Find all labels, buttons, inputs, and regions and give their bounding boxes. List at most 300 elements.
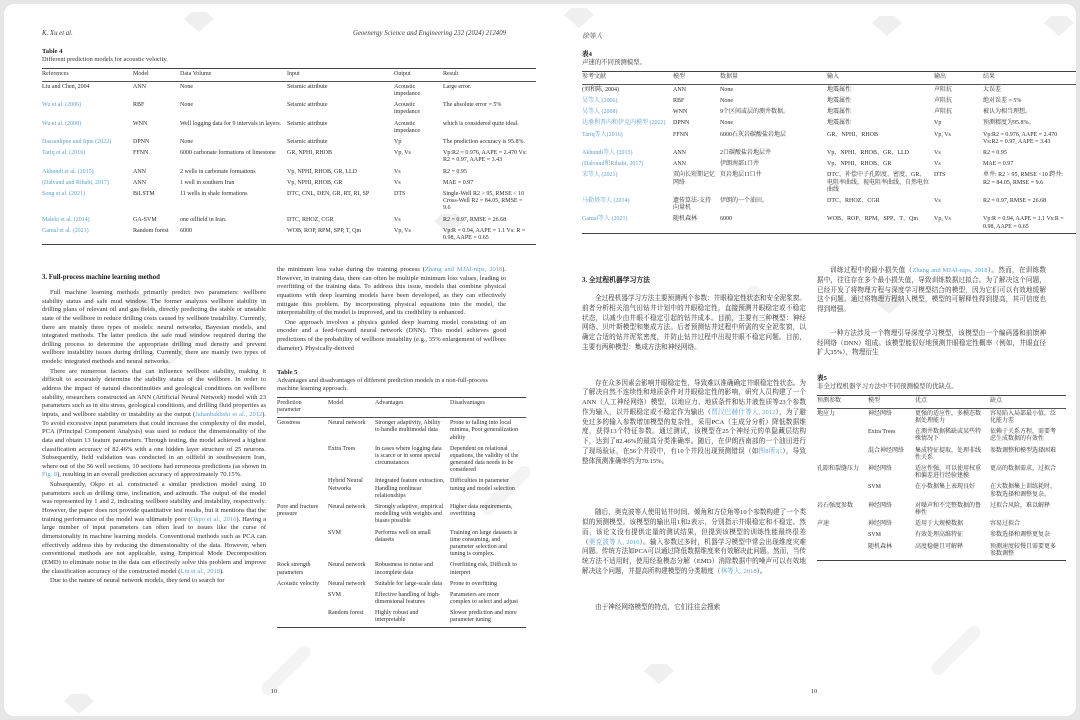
reference-link-cell[interactable]: Wu et al. (2006) [42,102,82,109]
result-cell: MAE = 0.97 [443,179,474,186]
parameter-cell: Acoustic velocity [277,580,320,587]
reference-link-cell[interactable]: 吴等人 (2006) [582,98,618,105]
output-cell: Vp [394,139,402,145]
parameter-cell: Rock strength parameters [277,562,311,576]
table-row [277,502,526,528]
reference-cell: Liu and Chen, 2004 [42,83,90,90]
table4-label: 表4 [582,51,592,58]
table-row [277,579,526,590]
table-row [817,542,1066,560]
output-cell: Vs [394,168,401,175]
table4-header-cell: 数据量 [720,72,827,85]
reference-link-cell[interactable]: 马勒基等人 (2014) [582,197,630,204]
table4-header-cell: 输入 [827,72,934,85]
result-cell: Vp:R2 = 0.976, AAPE = 2.470 Vs:R2 = 0.97, AAPE = 3.43 [983,131,1058,145]
table5-header-cell: 缺点 [990,396,1066,409]
advantages-cell: In cases where logging data is scarce or in some special circumstances [375,445,442,467]
data-volume-cell: 伊朗的一个油田。 [720,197,769,204]
result-cell: R2 = 0.97, RMSE = 26.68 [443,216,507,223]
disadvantages-cell: 预测速度较慢且需要更多参数调整 [990,543,1057,557]
result-cell: R2 = 0.97, RMSE = 26.68 [983,197,1047,204]
disadvantages-cell: 容易过拟合 [990,521,1021,528]
input-cell: Vp、NPHI、RHOB、GR、LLD [827,150,910,156]
table-row [277,444,526,477]
table5-header-cell: Prediction parameter [277,398,328,418]
input-cell: 地震属性 [827,98,852,105]
data-volume-cell: 页岩地层11口井 [720,172,762,179]
text-column-left [582,274,806,613]
input-cell: DTC, RHOZ, CGR [287,216,334,223]
advantages-cell: Performs well on small datasets [375,529,431,543]
citation-link[interactable]: Fig. 8 [42,471,58,479]
output-cell: Vp, Vs [394,150,411,157]
model-cell: WNN [133,120,148,127]
output-cell: Vp, Vs [934,216,951,223]
advantages-cell: Effective handling of high-dimensional features [375,591,441,606]
model-cell: FFNN [673,131,689,138]
table-row [277,528,526,561]
parameter-cell: Geostress [277,420,301,427]
data-volume-cell: None [720,120,733,127]
table4-header-cell: 结果 [983,72,1076,85]
table4-header-cell: Model [133,69,180,82]
result-cell: which is considered quite ideal. [443,120,519,127]
data-volume-cell: 6000石灰岩碳酸盐岩地层 [720,131,787,138]
disadvantages-cell: Parameters are more complex to select and adjust [450,591,518,606]
disadvantages-cell: Dependent on relational equations, the validity of the generated data needs to be considered [450,445,519,474]
table-row [817,501,1066,519]
table-row [582,170,1076,196]
model-cell: SVM [868,484,882,491]
result-cell: R2 = 0.95 [983,150,1007,156]
parameter-cell: Pore and fracture pressure [277,504,319,518]
table-row [42,119,536,137]
table4-caption: Different prediction models for acoustic velocity. [42,56,168,63]
reference-link-cell[interactable]: 宋等人 (2021) [582,172,618,179]
parameter-cell [277,590,328,608]
model-cell: ANN [133,179,146,186]
disadvantages-cell: Higher data requirements, overfitting [450,504,513,518]
text-column-right [817,266,1057,561]
table-row [42,148,536,166]
output-cell: Vp, Vs [934,131,951,138]
citation-link[interactable]: Lin et al., 2018 [180,567,220,575]
reference-link-cell[interactable]: Maleki et al. (2014) [42,216,90,223]
reference-link-cell[interactable]: Akhundi等人 (2015) [582,150,633,156]
advantages-cell: Robustness to noise and incomplete data [375,562,433,576]
reference-link-cell[interactable]: 达桑利普内和伊克内模型 (2022) [582,120,666,127]
model-cell: ANN [673,150,686,156]
section-heading: 3. Full-process machine learning method [42,274,160,281]
reference-link-cell[interactable]: Wu et al. (2008) [42,120,82,127]
data-volume-cell: 伊朗南部1口井 [720,161,760,168]
page-header [42,30,506,37]
parameter-cell: 声速 [817,521,830,528]
input-cell: Vp、NPHI、RHOB、GR [827,161,892,168]
advantages-cell: 适用于大规模数据 [915,521,964,528]
model-cell: SVM [328,591,342,598]
table5-header-row [277,398,526,418]
section-heading: 3. 全过程机器学习方法 [582,277,650,284]
output-cell: Vs [394,179,401,186]
page-number: 10 [270,688,278,695]
table4-header-row [582,72,1076,85]
table-row [42,189,536,215]
parameter-cell: 地应力 [817,410,836,417]
page-chinese [544,4,1076,716]
model-cell: DPNN [673,120,690,127]
model-cell: RBF [133,102,145,109]
paragraph: 存在众多因素会影响井眼稳定性，导致难以准确确定井眼稳定性状态。为了解决自然不连续性和地质条件对井眼稳定性的影响，研究人员构建了一个ANN（人工神经网络）模型，以地应力、地质条件和钻井液性质等23个参数作为输入，以井眼稳定或不稳定作为输出（贾汉巴赫什等人, 2012），为了避免过多的输入参数增加模型的复杂性，采用PCA（主成分分析）降低数据维度，获得13个特征参数。通过测试，该模型在25个神经元的单隐藏层结构下，达到了82.46%的最高分类准确率。随后，在伊朗西南部的一个油田进行了现场验证，在56个井段中，有10个井段出现预测错误（如图8所示），导致整体预测准确率约为70.15%。 [582,379,807,465]
table-row [277,560,526,578]
table5-label: 表5 [817,375,827,382]
result-cell: The prediction accuracy is 95.8%. [443,139,525,145]
input-cell: Seismic attribute [287,120,328,127]
table-row [42,226,536,244]
result-cell: The absolute error = 5% [443,102,502,109]
citation-link[interactable]: Zhang and MJAl-nips, 2018 [424,266,503,273]
paragraph: Due to the nature of neural network models, they tend to search for [50,577,225,585]
result-cell: 绝对误差 = 5% [983,98,1022,105]
table4-caption: 声速的不同预测模型。 [582,59,646,66]
citation-link[interactable]: 林等人, 2018 [720,567,757,575]
paragraph: One approach involves a physics guided deep learning model consisting of an encoder and a feed-forward neural network (DNN). This model achieves good predictions of the probability of wellbore instability (e.g., 35% enlargement of wellbore diameter). Physically-derived [277,318,506,352]
table5-header-cell: 预测参数 [817,396,868,409]
output-cell: Vs [934,161,941,168]
advantages-cell: Stronger adaptivity, Ability to handle multimodal data [375,420,441,434]
output-cell: Acoustic impedance [394,102,420,116]
model-cell: DPNN [133,139,150,145]
citation-link[interactable]: Jahanbakhshi et al., 2012 [195,410,263,418]
input-cell: DTC、RHOZ、CGR [827,197,880,204]
model-cell: Neural network [328,562,366,569]
table5-header-cell: Model [328,398,375,418]
model-cell: 双向长短期记忆网络 [673,172,716,186]
advantages-cell: Integrated feature extraction, Handling nonlinear relationships [375,478,445,499]
advantages-cell: Strongly adaptive, empirical modelling with weights and biases possible [375,504,444,525]
output-cell: 声阻抗 [934,86,953,93]
reference-cell: (刘和陈, 2004) [582,86,619,93]
table-row [277,590,526,608]
table4-block [582,48,1064,234]
parameter-cell [277,528,328,561]
model-cell: Neural network [328,504,366,511]
table5-header-cell: 模型 [868,396,915,409]
model-cell: Neural network [328,580,366,587]
table4-header-cell: References [42,69,133,82]
running-journal: Geoenergy Science and Engineering 232 (2024) 212409 [352,30,506,37]
parameter-cell [817,446,868,464]
input-cell: 地震属性 [827,86,852,93]
disadvantages-cell: Difficulties in parameter tuning and model selection [450,478,515,492]
advantages-cell: 适应性强，可以使用权重和偏差进行经验建模 [915,466,982,480]
disadvantages-cell: 容易陷入局部最小值，泛化能力差 [990,410,1057,425]
table-row [42,82,536,100]
paragraph: 一种方法涉及一个物理引导深度学习模型，该模型由一个编码器和前馈神经网络（DNN）组成。该模型能很好地预测井眼稳定性概率（例如，井眼直径扩大35%），物理衍生 [817,329,1046,357]
model-cell: ANN [673,86,686,93]
model-cell: WNN [673,109,688,116]
output-cell: DTS [394,190,406,197]
model-cell: 混合神经网络 [868,447,905,454]
citation-link[interactable]: Zhang and MJAl-nips, 2018 [912,267,988,274]
model-cell: Random forest [133,227,169,234]
advantages-cell: 有效处理高维特征 [915,532,964,539]
reference-link-cell[interactable]: Tariq et al. (2016) [42,150,86,157]
table-row [817,409,1066,427]
table-row [582,196,1076,214]
table4-label: Table 4 [42,48,63,55]
page-header [582,30,1046,40]
input-cell: Seismic attribute [287,139,328,145]
reference-link-cell[interactable]: Tariq等人(2016) [582,131,623,138]
table-row [817,530,1066,541]
text-column-right [277,266,519,628]
table4-block [42,48,527,245]
data-volume-cell: None [180,102,193,109]
result-cell: Vp:R = 0.94, AAPE = 1.1 Vs:R = 0.98, AAPE = 0.65 [983,216,1064,230]
reference-link-cell[interactable]: Gamal et al. (2021) [42,227,89,234]
table4 [42,68,536,245]
table5-header-cell: Advantages [375,398,450,418]
table-row [42,215,536,226]
table-row [817,446,1066,464]
parameter-cell [817,482,868,500]
output-cell: 声阻抗 [934,98,953,105]
table4-header-cell: Data Volume [180,69,287,82]
table4-header-cell: Input [287,69,394,82]
data-volume-cell: 1 well in southern Iran [180,179,235,186]
reference-link-cell[interactable]: Gamal等人 (2021) [582,216,628,223]
model-cell: 随机森林 [868,543,893,550]
table-row [582,107,1076,118]
table4-header-cell: 参考文献 [582,72,673,85]
table4-header-cell: Result [443,69,536,82]
table-row [42,167,536,178]
table4-header-cell: 模型 [673,72,720,85]
model-cell: 神经网络 [868,521,893,528]
table4 [582,71,1076,234]
disadvantages-cell: Prone to overfitting [450,580,497,587]
model-cell: Random forest [328,610,364,617]
data-volume-cell: None [180,83,193,90]
disadvantages-cell: 参数调整和模型选择困难 [990,447,1057,454]
paragraph: 由于神经网络模型的特点，它们往往会搜索 [595,603,721,611]
running-author: K. Xu et al. [42,30,73,37]
page-english [4,4,544,716]
citation-link[interactable]: Okpo et al., 2016 [190,515,237,523]
model-cell: 神经网络 [868,502,893,509]
result-cell: 被认为相当理想。 [983,109,1032,116]
disadvantages-cell: Prone to falling into local minima, Poor generalization ability [450,420,519,441]
table-row [817,427,1066,445]
reference-link-cell[interactable]: (Dalvand和Rihabi, 2017) [582,161,644,168]
advantages-cell: 在测井数据稀缺或某些特殊情况下 [915,429,982,443]
table-row [817,519,1066,530]
table5-caption: 非全过程机器学习方法中不同预测模型的优缺点。 [817,383,958,390]
table4-header-row [42,69,536,82]
output-cell: Vp, Vs [394,227,411,234]
model-cell: SVM [328,529,342,536]
parameter-cell [277,444,328,477]
table-row [42,178,536,189]
table-row [277,476,526,502]
input-cell: WOB、ROP、RPM、SPP、T、Qm [827,216,919,223]
table-row [277,418,526,444]
paragraph: There are numerous factors that can influence wellbore stability, making it difficult to accurately determine the stability status of the wellbore. In order to address the impact of natural discontinuities and geological conditions on wellbore stability, researchers constructed an ANN (Artificial Neural Network) model with 23 parameters such as in situ stress, geological conditions, and drilling fluid properties as inputs, and wellbore stability or instability as the output (Jahanbakhshi et al., 2012). To avoid excessive input parameters that could increase the complexity of the model, PCA (Principal Component Analysis) was used to reduce the dimensionality of the data and obtain 13 feature parameters. Through testing, the model achieved a highest classification accuracy of 82.46% with a one hidden layer structure of 25 neurons. Subsequently, field validation was conducted in an oilfield in southwestern Iran, where out of the 56 well sections, 10 sections had erroneous predictions (as shown in Fig. 8), resulting in an overall prediction accuracy of approximately 70.15%. [42,367,266,479]
result-cell: Large error. [443,83,472,90]
advantages-cell: 对噪声和不完整数据的鲁棒性 [915,502,982,516]
table-row [582,96,1076,107]
running-author: 徐等人 [582,33,603,40]
data-volume-cell: Well logging data for 9 intervals in layers. [180,120,282,127]
advantages-cell: Suitable for large-scale data [375,580,443,587]
data-volume-cell: 2口碳酸盐岩地层井 [720,150,772,156]
page-number: 10 [810,688,818,695]
paragraph: Full machine learning methods primarily predict two parameters: wellbore stability status and safe mud window. The former analyzes wellbore stability in drilling plans of relevant oil and gas fields, directly predicting the stable or unstable state of the wellbore to reduce drilling costs caused by wellbore instability. Currently, there are mainly three types of models: neural networks, Bayesian models, and integrated methods. The latter predicts the safe mud window required during the drilling process to determine the appropriate drilling mud density and prevent wellbore instability issues during drilling. Currently, there are mainly two types of models: integrated methods and neural networks. [42,289,266,366]
table5-label: Table 5 [277,369,298,377]
input-cell: DTC、补偿中子孔隙度、密度、GR、电阻率曲线、视电阻率曲线、自然电位曲线 [827,172,930,193]
citation-link[interactable]: 奥克波等人, 2016 [588,538,640,546]
reference-link-cell[interactable]: Dassanlipne and Iqne (2022) [42,139,112,145]
result-cell: Vp:R = 0.94, AAPE = 1.1 Vs: R = 0.98, AAPE = 0.65 [443,227,526,241]
data-volume-cell: None [180,139,193,145]
disadvantages-cell: 参数选择和调整更复杂 [990,532,1051,539]
parameter-cell [277,476,328,502]
parameter-cell [817,530,868,541]
table5-block [277,369,519,627]
table5-header-cell: 优点 [915,396,990,409]
data-volume-cell: 6000 [720,216,732,223]
output-cell: Vs [934,150,941,156]
model-cell: 随机森林 [673,216,698,223]
model-cell: ANN [673,161,686,168]
disadvantages-cell: Overfitting risk, Difficult to interpret [450,562,517,576]
table4-header-cell: 输出 [934,72,983,85]
disadvantages-cell: 过拟合风险，难以解释 [990,502,1051,509]
model-cell: RBF [673,98,685,105]
citation-link[interactable]: 贾汉巴赫什等人, 2012 [711,408,776,416]
table-row [582,130,1076,148]
input-cell: 地震属性 [827,109,852,116]
table5 [277,397,526,628]
disadvantages-cell: Slower prediction and more parameter tuning [450,610,517,624]
result-cell: Single-Well R2 > 95, RMSE < 10 Cross-Well R2 = 84.05, RMSE = 9.6 [443,190,525,212]
advantages-cell: 集成特征提取，处理非线性关系 [915,447,982,461]
input-cell: Vp, NPHI, RHOB, GR, LLD [287,168,358,175]
output-cell: Acoustic impedance [394,120,420,134]
model-cell: Hybrid Neural Networks [328,478,363,492]
paragraph: 训练过程中的最小损失值（Zhang and MJAl-nips, 2018）。然而，在训练数据中，往往存在多个最小损失值，导致训练数据过拟合。为了解决这个问题，已经开发了将物理方程与深度学习模型结合的模型，因为它们可以有效地缓解这个问题。通过将物理方程纳入模型，模型的可解释性得到提高，其可信度也得到增强。 [817,267,1047,313]
paragraph: the minimum loss value during the training process (Zhang and MJAl-nips, 2018). However, in training data, there can often be multiple minimum loss values, leading to overfitting of the training data. To address this issue, models that combine physical equations with deep learning models have been developed, as they can effectively mitigate this problem. By incorporating physical equations into the model, the interpretability of the model is improved, and its credibility is enhanced. [277,266,506,317]
output-cell: Vp [934,120,942,127]
input-cell: 地震属性 [827,120,852,127]
input-cell: Vp, NPHI, RHOB, GR [287,179,343,186]
data-volume-cell: 2 wells in carbonate formations [180,168,256,175]
reference-link-cell[interactable]: 吴等人 (2008) [582,109,618,116]
data-volume-cell: 6000 [180,227,192,234]
table5 [817,395,1066,561]
parameter-cell [277,608,328,626]
model-cell: SVM [868,532,882,539]
output-cell: DTS [934,172,946,179]
parameter-cell: 岩石强度参数 [817,502,854,509]
advantages-cell: 高度稳健且可解释 [915,543,964,550]
reference-link-cell[interactable]: Song et al. (2021) [42,190,85,197]
result-cell: Vp:R2 = 0.976, AAPE = 2.470 Vs: R2 = 0.97, AAPE = 3.43 [443,150,527,164]
paragraph: 全过程机器学习方法主要预测两个参数：井眼稳定性状态和安全泥浆窗。前者分析相关油气田钻井计划中的井眼稳定性，直接预测井眼稳定或不稳定状态，以减少由井眼不稳定引起的钻井成本。目前，主要有三种模型：神经网络、贝叶斯模型和集成方法。后者预测钻井过程中所需的安全泥浆窗，以确定合适的钻井泥浆密度，并防止钻井过程中出现井眼不稳定问题。目前，主要有两种模型：集成方法和神经网络。 [582,295,806,351]
data-volume-cell: 6000 carbonate formations of limestone [180,150,276,157]
model-cell: FFNN [133,150,149,157]
reference-link-cell[interactable]: (Dalvand and Rihabi, 2017) [42,179,109,186]
input-cell: GR、NPHI、RHOB [827,131,879,138]
table-row [42,100,536,118]
model-cell: ANN [133,168,146,175]
input-cell: Seismic attribute [287,102,328,109]
advantages-cell: 在小数据集上表现良好 [915,484,976,491]
table-row [817,482,1066,500]
disadvantages-cell: 在大数据集上训练耗时，参数选择和调整复杂。 [990,484,1057,498]
table-row [582,148,1076,159]
advantages-cell: 更强的适应性，多模态数据处理能力 [915,410,982,425]
input-cell: GR, NPHI, RHOB [287,150,333,157]
model-cell: Extra Trees [328,445,356,452]
output-cell: 声阻抗 [934,109,953,116]
parameter-cell [817,427,868,445]
table5-header-cell: Disadvantages [450,398,526,418]
table4-header-cell: Output [394,69,443,82]
table5-block [817,372,1057,561]
model-cell: Extra Trees [868,429,896,436]
output-cell: Acoustic impedance [394,83,420,98]
model-cell: 遗传算法-支持向量机 [673,197,711,212]
data-volume-cell: None [720,86,733,93]
data-volume-cell: 9个区间或层的测井数据。 [720,109,790,116]
output-cell: Vs [934,197,941,204]
result-cell: 预测精度为95.8%。 [983,120,1035,127]
paragraph: Subsequently, Okpo et al. constructed a similar prediction model using 10 parameters such as drilling time, inclination, and azimuth. The output of the model was represented by 1 and 2, indicating wellbore stability and instability, respectively. However, the paper does not provide quantitative test results, but it mentions that the training performance of the model was ultimately poor (Okpo et al., 2016). Having a large number of input parameters can often lead to issues like the curse of dimensionality in machine learning models. Conventional methods such as PCA can effectively address this by reducing the dimensionality of the data. However, when conventional methods are not applicable, using Empirical Mode Decomposition (EMD) to eliminate noise in the data can effectively solve this problem and improve the classification accuracy of the constructed model (Lin et al., 2018). [42,481,267,575]
page-spread [4,4,1076,716]
disadvantages-cell: 更高的数据需求，过拟合 [990,466,1057,472]
model-cell: Neural network [328,420,366,427]
disadvantages-cell: 依赖于关系方程，需要考虑生成数据的有效性 [990,429,1057,443]
disadvantages-cell: Training on large datasets is time consuming, and parameter selection and tuning is complex. [450,529,518,558]
input-cell: DTC, CNL, DEN, GR, RT, RI, SP [287,190,370,197]
output-cell: Vs [394,216,401,223]
model-cell: 神经网络 [868,410,893,417]
table-row [42,137,536,148]
table-row [582,214,1076,232]
model-cell: BiLSTM [133,190,155,197]
table-row [277,608,526,626]
citation-link[interactable]: 图8所示 [758,447,783,455]
table-row [582,85,1076,96]
advantages-cell: Highly robust and interpretable [375,610,419,624]
input-cell: WOB, ROP, RPM, SPP, T, Qm [287,227,362,234]
table5-caption: Advantages and disadvantages of different prediction models in a non-full-process machine learning approach. [277,377,488,393]
data-volume-cell: one oilfield in Iran. [180,216,227,223]
reference-link-cell[interactable]: Akhundi et al. (2015) [42,168,94,175]
table5-header-row [817,396,1066,409]
parameter-cell: 孔隙和裂缝压力 [817,466,860,472]
model-cell: GA-SVM [133,216,157,223]
input-cell: Seismic attribute [287,83,328,90]
text-column-left [42,274,266,587]
result-cell: MAE = 0.97 [983,161,1014,168]
parameter-cell [817,542,868,560]
paragraph: 随后，奥克波等人使用钻井时间、倾角和方位角等10个参数构建了一个类似的预测模型。该模型的输出用1和2表示，分别指示井眼稳定和不稳定。然而，该论文没有提供定量的测试结果，但提到该模型的训练性能最终很差（奥克波等人, 2016）。输入参数过多时，机器学习模型中常会出现维度灾难问题。传统方法如PCA可以通过降低数据维度来有效解决此问题。然而，当传统方法不适用时，使用经验模态分解（EMD）消除数据中的噪声可以有效地解决这个问题，并提高所构建模型的分类精度（林等人, 2018）。 [582,509,807,575]
result-cell: 大误差 [983,86,1002,93]
table-row [817,464,1066,482]
